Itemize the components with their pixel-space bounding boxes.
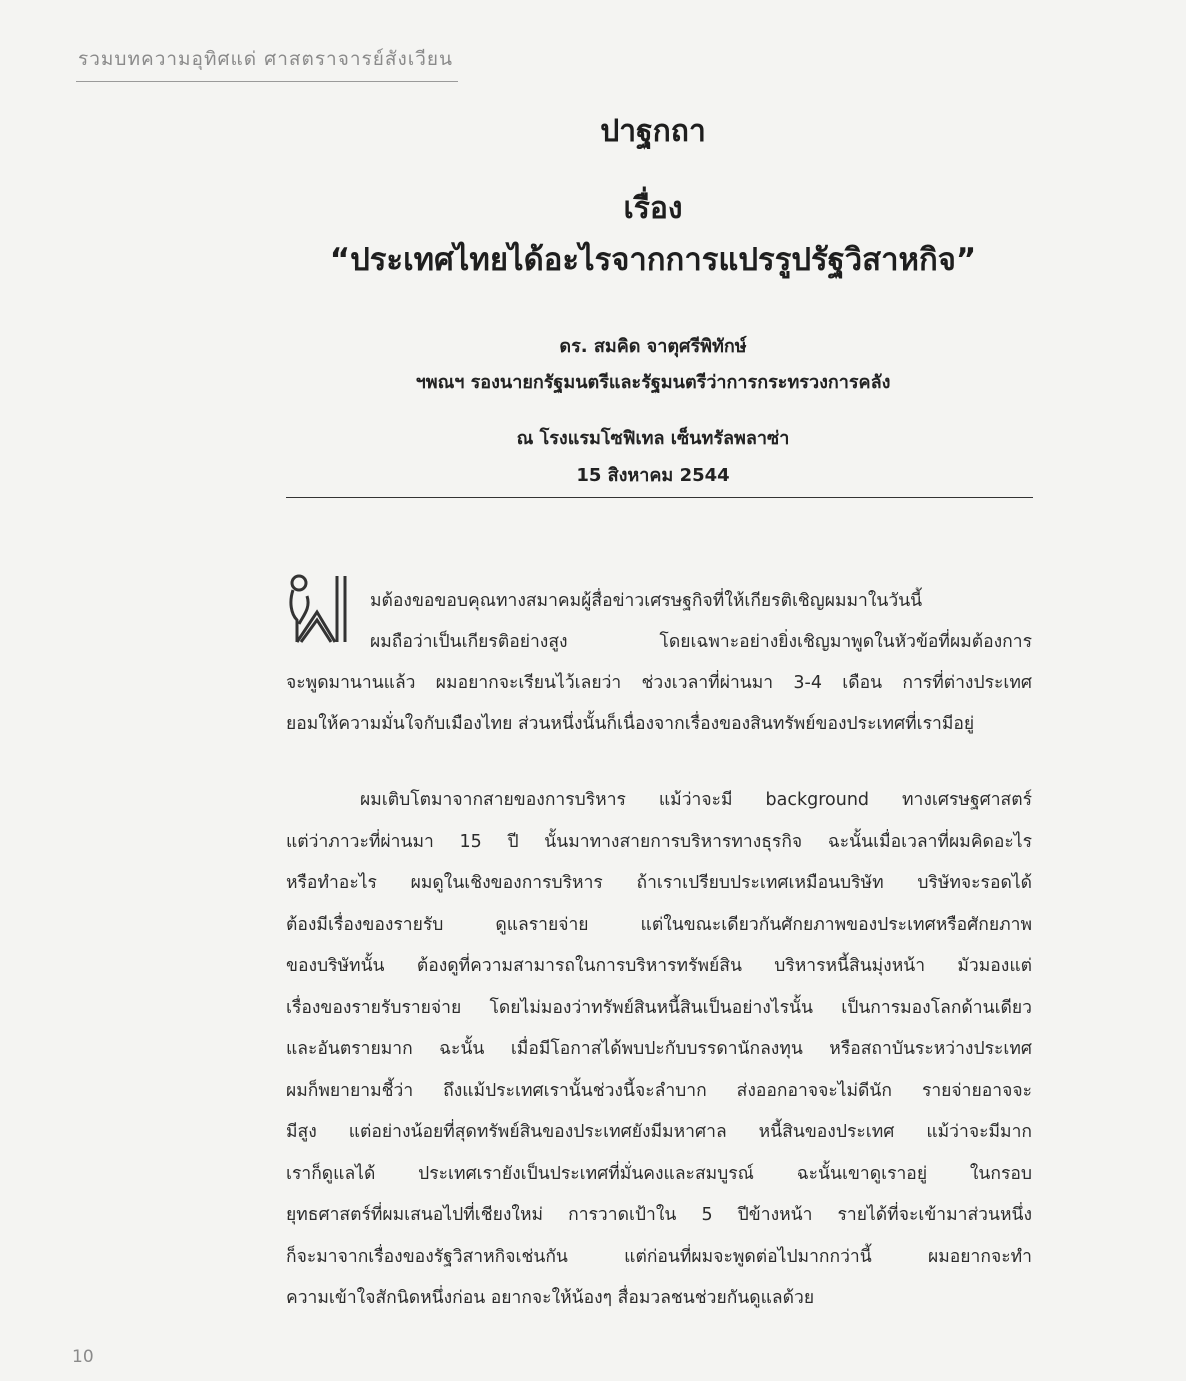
paragraph-line: ความเข้าใจสักนิดหนึ่งก่อน อยากจะให้น้องๆ สื่อมวลชนช่วยกันดูแลด้วย [286, 1288, 815, 1308]
paragraph-line: มีสูง แต่อย่างน้อยที่สุดทรัพย์สินของประเทศยังมีมหาศาล หนี้สินของประเทศ แม้ว่าจะมีมาก [286, 1122, 1032, 1142]
paragraph-line: ต้องมีเรื่องของรายรับ ดูแลรายจ่าย แต่ในขณะเดียวกันศักยภาพของประเทศหรือศักยภาพ [286, 914, 1032, 935]
paragraph-line: มต้องขอขอบคุณทางสมาคมผู้สื่อข่าวเศรษฐกิจที่ให้เกียรติเชิญผมมาในวันนี้ [370, 591, 923, 611]
paragraph-line: แต่ว่าภาวะที่ผ่านมา 15 ปี นั้นมาทางสายการบริหารทางธุรกิจ ฉะนั้นเมื่อเวลาที่ผมคิดอะไร [286, 831, 1032, 852]
page-number: 10 [72, 1347, 94, 1367]
paragraph-line: และอันตรายมาก ฉะนั้น เมื่อมีโอกาสได้พบปะกับบรรดานักลงทุน หรือสถาบันระหว่างประเทศ [286, 1039, 1032, 1059]
paragraph-line: เรื่องของรายรับรายจ่าย โดยไม่มองว่าทรัพย์สินหนี้สินเป็นอย่างไรนั้น เป็นการมองโลกด้านเดียว [286, 997, 1032, 1018]
paragraph-line: ยอมให้ความมั่นใจกับเมืองไทย ส่วนหนึ่งนั้นก็เนื่องจากเรื่องของสินทรัพย์ของประเทศที่เรามีอยู่ [286, 714, 975, 734]
drop-cap-letter-icon [287, 572, 349, 648]
paragraph-line: ผมถือว่าเป็นเกียรติอย่างสูง โดยเฉพาะอย่างยิ่งเชิญมาพูดในหัวข้อที่ผมต้องการ [370, 632, 1032, 652]
paragraph-line: ผมเติบโตมาจากสายของการบริหาร แม้ว่าจะมี background ทางเศรษฐศาสตร์ [360, 790, 1032, 810]
paragraph-line: ก็จะมาจากเรื่องของรัฐวิสาหกิจเช่นกัน แต่ก่อนที่ผมจะพูดต่อไปมากกว่านี้ ผมอยากจะทำ [286, 1246, 1032, 1267]
date: 15 สิงหาคม 2544 [576, 465, 730, 486]
header-rule [76, 81, 458, 82]
title-topic: “ประเทศไทยได้อะไรจากการแปรรูปรัฐวิสาหกิจ” [329, 242, 977, 278]
venue: ณ โรงแรมโซฟิเทล เซ็นทรัลพลาซ่า [516, 428, 790, 449]
paragraph-line: เราก็ดูแลได้ ประเทศเรายังเป็นประเทศที่มั่นคงและสมบูรณ์ ฉะนั้นเขาดูเราอยู่ ในกรอบ [286, 1163, 1032, 1184]
speaker-name: ดร. สมคิด จาตุศรีพิทักษ์ [559, 336, 747, 357]
paragraph-line: จะพูดมานานแล้ว ผมอยากจะเรียนไว้เลยว่า ช่วงเวลาที่ผ่านมา 3-4 เดือน การที่ต่างประเทศ [286, 673, 1032, 693]
paragraph-line: ของบริษัทนั้น ต้องดูที่ความสามารถในการบริหารทรัพย์สิน บริหารหนี้สินมุ่งหน้า มัวมองแต่ [286, 956, 1032, 976]
title-lecture: ปาฐกถา [600, 114, 706, 149]
speaker-position: ฯพณฯ รองนายกรัฐมนตรีและรัฐมนตรีว่าการกระทรวงการคลัง [415, 372, 891, 393]
paragraph-line: ผมก็พยายามชี้ว่า ถึงแม้ประเทศเรานั้นช่วงนี้จะลำบาก ส่งออกอาจจะไม่ดีนัก รายจ่ายอาจจะ [286, 1080, 1032, 1101]
running-header: รวมบทความอุทิศแด่ ศาสตราจารย์สังเวียน [78, 48, 454, 70]
title-subject: เรื่อง [623, 191, 683, 226]
paragraph-line: ยุทธศาสตร์ที่ผมเสนอไปที่เชียงใหม่ การวาดเป้าใน 5 ปีข้างหน้า รายได้ที่จะเข้ามาส่วนหนึ่ง [286, 1205, 1032, 1225]
paragraph-line: หรือทำอะไร ผมดูในเชิงของการบริหาร ถ้าเราเปรียบประเทศเหมือนบริษัท บริษัทจะรอดได้ [286, 873, 1032, 893]
title-divider [286, 497, 1033, 498]
